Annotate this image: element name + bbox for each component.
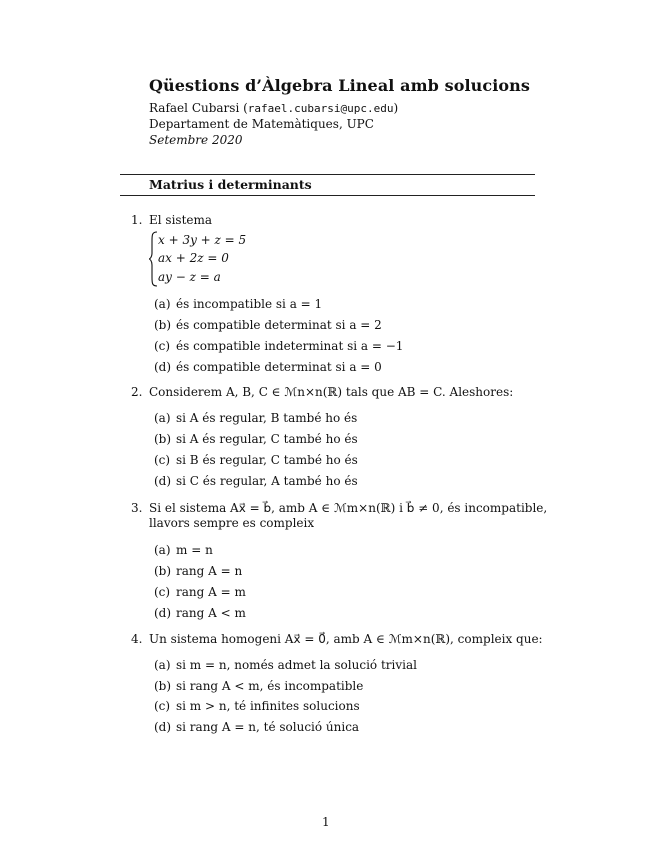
option-text: si A és regular, C també ho és bbox=[176, 432, 358, 446]
option-label: (c) bbox=[154, 339, 171, 353]
question-1-option-b bbox=[154, 318, 382, 332]
option-text: rang A = n bbox=[176, 564, 243, 578]
option-label: (c) bbox=[154, 453, 171, 467]
question-1-option-d bbox=[154, 360, 382, 374]
question-3-text-line-1: Si el sistema Ax⃗ = b⃗, amb A ∈ ℳm×n(ℝ) i b⃗ ≠ 0, és incompatible, bbox=[149, 501, 548, 515]
author-line bbox=[149, 101, 398, 115]
question-2-option-a bbox=[154, 411, 357, 425]
document-title: Qüestions d’Àlgebra Lineal amb solucions bbox=[149, 76, 531, 95]
option-text: si rang A < m, és incompatible bbox=[176, 679, 364, 693]
option-text: si B és regular, C també ho és bbox=[176, 453, 358, 467]
question-4-option-d bbox=[154, 720, 359, 734]
option-label: (a) bbox=[154, 297, 171, 311]
option-text: és compatible determinat si a = 2 bbox=[176, 318, 382, 332]
author-close: ) bbox=[393, 101, 399, 115]
question-3-option-b bbox=[154, 564, 242, 578]
author-email: rafael.cubarsi@upc.edu bbox=[247, 102, 394, 115]
question-4-option-c bbox=[154, 699, 360, 713]
system-brace-icon bbox=[148, 231, 158, 287]
option-label: (b) bbox=[154, 432, 172, 446]
option-text: és incompatible si a = 1 bbox=[176, 297, 323, 311]
option-label: (a) bbox=[154, 543, 171, 557]
question-3-text-line-2: llavors sempre es compleix bbox=[149, 516, 315, 530]
option-label: (b) bbox=[154, 679, 172, 693]
question-1-number: 1. bbox=[131, 213, 143, 227]
section-rule-bottom bbox=[120, 195, 535, 196]
question-3-number: 3. bbox=[131, 501, 143, 515]
option-text: rang A = m bbox=[176, 585, 246, 599]
option-label: (d) bbox=[154, 474, 172, 488]
option-label: (b) bbox=[154, 564, 172, 578]
question-4-option-a bbox=[154, 658, 417, 672]
section-title: Matrius i determinants bbox=[149, 177, 312, 192]
page-number: 1 bbox=[322, 815, 330, 829]
question-3-option-c bbox=[154, 585, 246, 599]
option-text: si m = n, només admet la solució trivial bbox=[176, 658, 417, 672]
option-label: (c) bbox=[154, 585, 171, 599]
option-text: si A és regular, B també ho és bbox=[176, 411, 358, 425]
question-1-option-a bbox=[154, 297, 322, 311]
system-equation-1: x + 3y + z = 5 bbox=[158, 233, 247, 247]
option-label: (b) bbox=[154, 318, 172, 332]
question-1-text: El sistema bbox=[149, 213, 213, 227]
date: Setembre 2020 bbox=[149, 133, 243, 147]
option-label: (a) bbox=[154, 411, 171, 425]
system-equation-2: ax + 2z = 0 bbox=[158, 251, 229, 265]
department: Departament de Matemàtiques, UPC bbox=[149, 117, 374, 131]
option-label: (a) bbox=[154, 658, 171, 672]
question-2-number: 2. bbox=[131, 385, 143, 399]
option-text: és compatible indeterminat si a = −1 bbox=[176, 339, 404, 353]
system-equation-3: ay − z = a bbox=[158, 270, 221, 284]
option-text: si rang A = n, té solució única bbox=[176, 720, 360, 734]
question-2-option-c bbox=[154, 453, 358, 467]
option-text: m = n bbox=[176, 543, 213, 557]
author-name: Rafael Cubarsi ( bbox=[149, 101, 248, 115]
option-label: (d) bbox=[154, 720, 172, 734]
question-3-option-a bbox=[154, 543, 213, 557]
option-label: (c) bbox=[154, 699, 171, 713]
option-text: és compatible determinat si a = 0 bbox=[176, 360, 382, 374]
option-text: si C és regular, A també ho és bbox=[176, 474, 358, 488]
question-3-option-d bbox=[154, 606, 246, 620]
question-2-option-b bbox=[154, 432, 358, 446]
question-4-text: Un sistema homogeni Ax⃗ = 0⃗, amb A ∈ ℳm×n(ℝ), compleix que: bbox=[149, 632, 543, 646]
question-4-number: 4. bbox=[131, 632, 143, 646]
question-2-text: Considerem A, B, C ∈ ℳn×n(ℝ) tals que AB = C. Aleshores: bbox=[149, 385, 514, 399]
option-text: rang A < m bbox=[176, 606, 246, 620]
section-rule-top bbox=[120, 174, 535, 175]
option-text: si m > n, té infinites solucions bbox=[176, 699, 360, 713]
question-4-option-b bbox=[154, 679, 363, 693]
question-1-option-c bbox=[154, 339, 403, 353]
option-label: (d) bbox=[154, 606, 172, 620]
question-2-option-d bbox=[154, 474, 358, 488]
option-label: (d) bbox=[154, 360, 172, 374]
